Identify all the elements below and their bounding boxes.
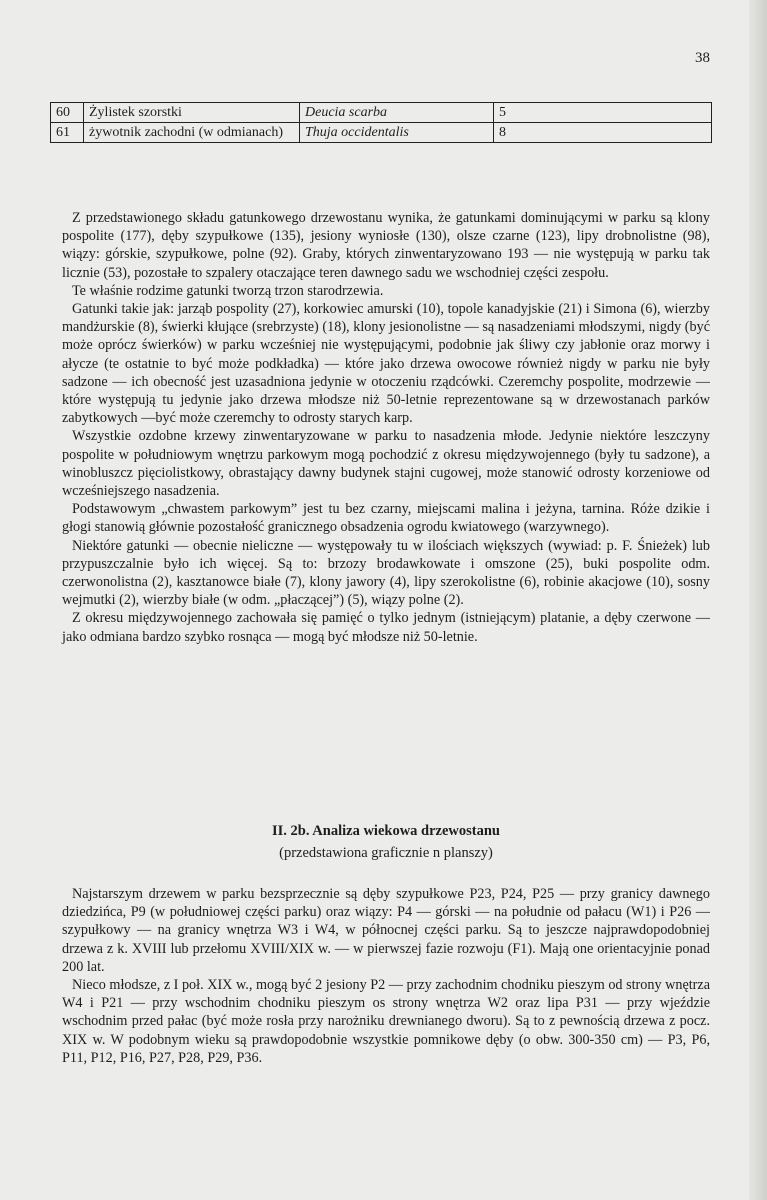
- row-number: 61: [51, 123, 84, 143]
- paragraph: Z okresu międzywojennego zachowała się pamięć o tylko jednym (istniejącym) platanie, a dęby czerwone — jako odmiana bardzo szybko rosnąca — mogą być młodsze niż 50-letnie.: [62, 610, 710, 645]
- page-edge: [749, 0, 767, 1200]
- tree-count: 5: [494, 103, 712, 123]
- paragraph: Nieco młodsze, z I poł. XIX w., mogą być 2 jesiony P2 — przy zachodnim chodniku pieszym od strony wnętrza W4 i P21 — przy wschodnim chodniku pieszym os strony wnętrza W2 oraz lipa P31 — przy wjeździe wschodnim przed pałac (być może rosła przy narożniku drewnianego dworu). Są to z pewnością drzewa z pocz. XIX w. W podobnym wieku są prawdopodobnie wszystkie pomnikowe dęby (o obw. 300-350 cm) — P3, P6, P11, P12, P16, P27, P28, P29, P36.: [62, 977, 710, 1066]
- age-analysis-text: [62, 885, 710, 1067]
- polish-name: żywotnik zachodni (w odmianach): [84, 123, 300, 143]
- paragraph: Najstarszym drzewem w parku bezsprzecznie są dęby szypułkowe P23, P24, P25 — przy granicy dawnego dziedzińca, P9 (w południowej części parku) oraz wiązy: P4 — górski — na południe od pałacu (W1) i P26 — szypułkowy — na granicy wnętrza W3 i W4, w północnej części parku. Są to jeszcze najprawdopodobniej drzewa z k. XVIII lub przełomu XVIII/XIX w. — w pierwszej fazie rozwoju (F1). Mają one orientacyjnie ponad 200 lat.: [62, 886, 710, 975]
- species-table: [50, 102, 712, 143]
- section-header: [62, 820, 710, 864]
- section-subheading: (przedstawiona graficznie n planszy): [279, 845, 493, 861]
- paragraph: Podstawowym „chwastem parkowym” jest tu bez czarny, miejscami malina i jeżyna, tarnina. Róże dzikie i głogi stanowią głównie pozostałość granicznego obsadzenia ogrodu kwiatowego (warzywnego).: [62, 501, 710, 536]
- tree-count: 8: [494, 123, 712, 143]
- paragraph: Wszystkie ozdobne krzewy zinwentaryzowane w parku to nasadzenia młode. Jedynie niektóre leszczyny pospolite w południowym wnętrzu parkowym mogą pochodzić z okresu międzywojennego (były tu sadzone), a winobluszcz pięciolistkowy, obrastający dawny budynek stajni cugowej, może stanowić odrosty korzeniowe od wcześniejszego nasadzenia.: [62, 428, 710, 500]
- section-heading: II. 2b. Analiza wiekowa drzewostanu: [272, 823, 500, 839]
- page-number: 38: [695, 50, 710, 66]
- latin-name: Thuja occidentalis: [300, 123, 494, 143]
- polish-name: Żylistek szorstki: [84, 103, 300, 123]
- row-number: 60: [51, 103, 84, 123]
- paragraph: Gatunki takie jak: jarząb pospolity (27), korkowiec amurski (10), topole kanadyjskie (21) i Simona (6), wierzby mandżurskie (8), świerki kłujące (srebrzyste) (18), klony jesionolistne — są nasadzeniami młodszymi, nigdy (być może oprócz świerków) w parku wcześniej nie występującymi, podobnie jak śliwy czy jabłonie oraz morwy i ałycze (te ostatnie to być może podkładka) — które jako drzewa owocowe również nigdy w parku nie były sadzone — ich obecność jest uzasadniona jedynie w otoczeniu rządcówki. Czeremchy pospolite, modrzewie — które występują tu jedynie jako drzewa młodsze niż 50-letnie reprezentowane są w drzewostanach parków zabytkowych —być może czeremchy to odrosty starych karp.: [62, 301, 710, 427]
- paragraph: Niektóre gatunki — obecnie nieliczne — występowały tu w ilościach większych (wywiad: p. F. Śnieżek) lub przypuszczalnie było ich więcej. Są to: brzozy brodawkowate i omszone (25), buki pospolite odm. czerwonolistna (2), kasztanowce białe (7), klony jawory (4), lipy szerokolistne (6), robinie akacjowe (10), sosny wejmutki (2), wierzby białe (w odm. „płaczącej”) (5), wiązy polne (2).: [62, 537, 710, 609]
- table-row: [51, 123, 712, 143]
- species-composition-text: [62, 209, 710, 646]
- paragraph: Te właśnie rodzime gatunki tworzą trzon starodrzewia.: [72, 282, 384, 299]
- latin-name: Deucia scarba: [300, 103, 494, 123]
- paragraph: Z przedstawionego składu gatunkowego drzewostanu wynika, że gatunkami dominującymi w parku są klony pospolite (177), dęby szypułkowe (135), jesiony wyniosłe (130), olsze czarne (123), lipy drobnolistne (98), wiązy: górskie, szypułkowe, polne (92). Graby, których zinwentaryzowano 193 — nie występują w parku tak licznie (53), pozostałe to szpalery otaczające teren dawnego sadu we wschodniej części zespołu.: [62, 210, 710, 281]
- table-row: [51, 103, 712, 123]
